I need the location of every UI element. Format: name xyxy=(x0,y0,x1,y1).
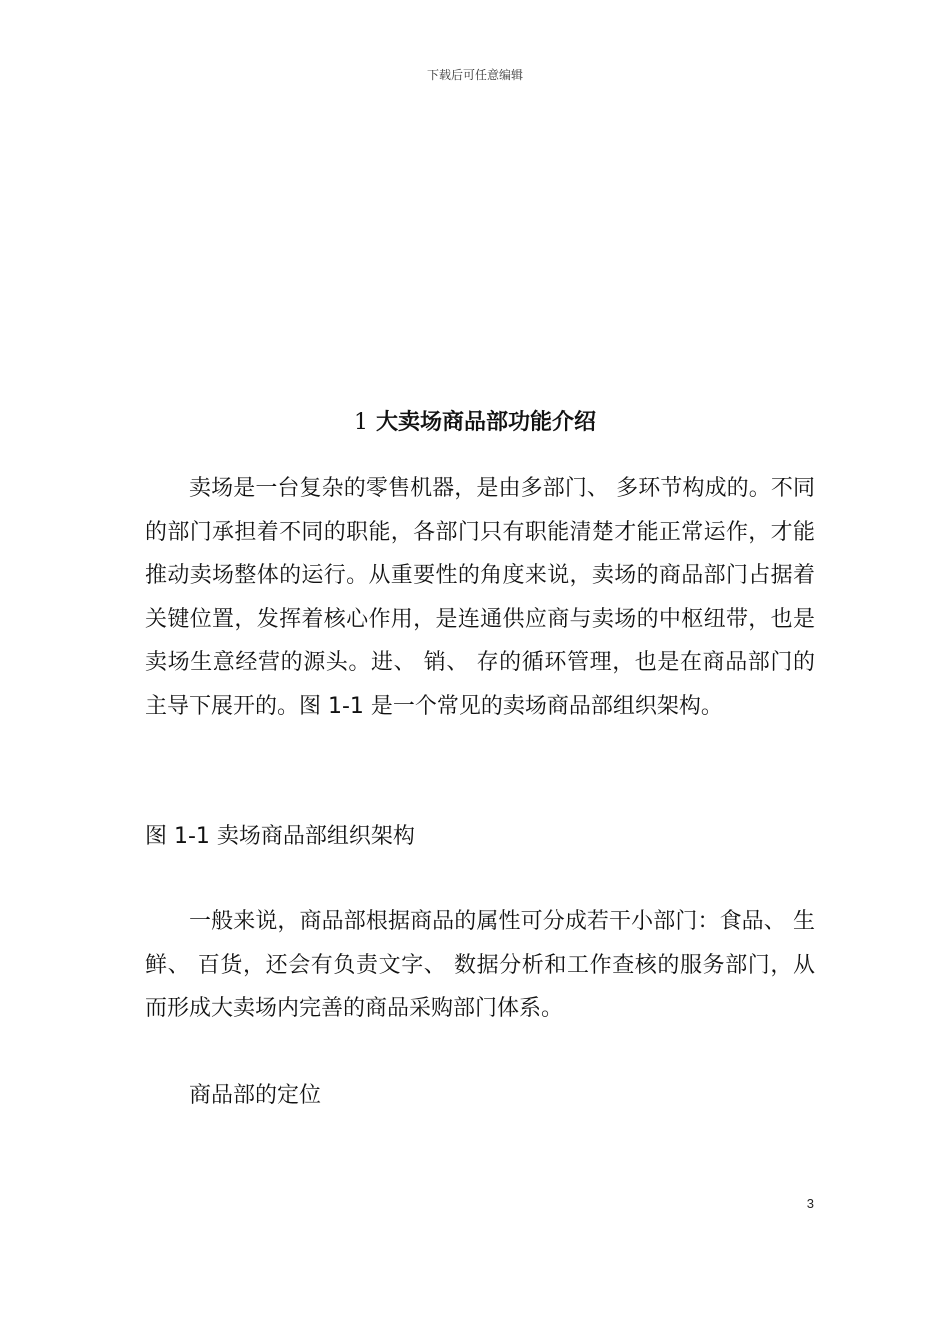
page-number: 3 xyxy=(806,1196,814,1211)
section-title xyxy=(0,404,950,442)
section-title-text: 大卖场商品部功能介绍 xyxy=(375,410,596,435)
header-note: 下载后可任意编辑 xyxy=(426,68,523,82)
section-number: 1 xyxy=(353,410,368,435)
body-paragraph-2: 一般来说，商品部根据商品的属性可分成若干小部门：食品、 生鲜、 百货，还会有负责文字、 数据分析和工作查核的服务部门，从而形成大卖场内完善的商品采购部门体系。 xyxy=(145,909,815,1021)
body-paragraph-1: 卖场是一台复杂的零售机器，是由多部门、 多环节构成的。不同的部门承担着不同的职能，各部门只有职能清楚才能正常运作，才能推动卖场整体的运行。从重要性的角度来说，卖场的商品部门占据着关键位置，发挥着核心作用，是连通供应商与卖场的中枢纽带，也是卖场生意经营的源头。进、 销、 存的循环管理，也是在商品部门的主导下展开的。图 1-1 是一个常见的卖场商品部组织架构。 xyxy=(145,476,815,719)
figure-caption: 图 1-1 卖场商品部组织架构 xyxy=(145,824,415,849)
subheading: 商品部的定位 xyxy=(189,1083,322,1108)
